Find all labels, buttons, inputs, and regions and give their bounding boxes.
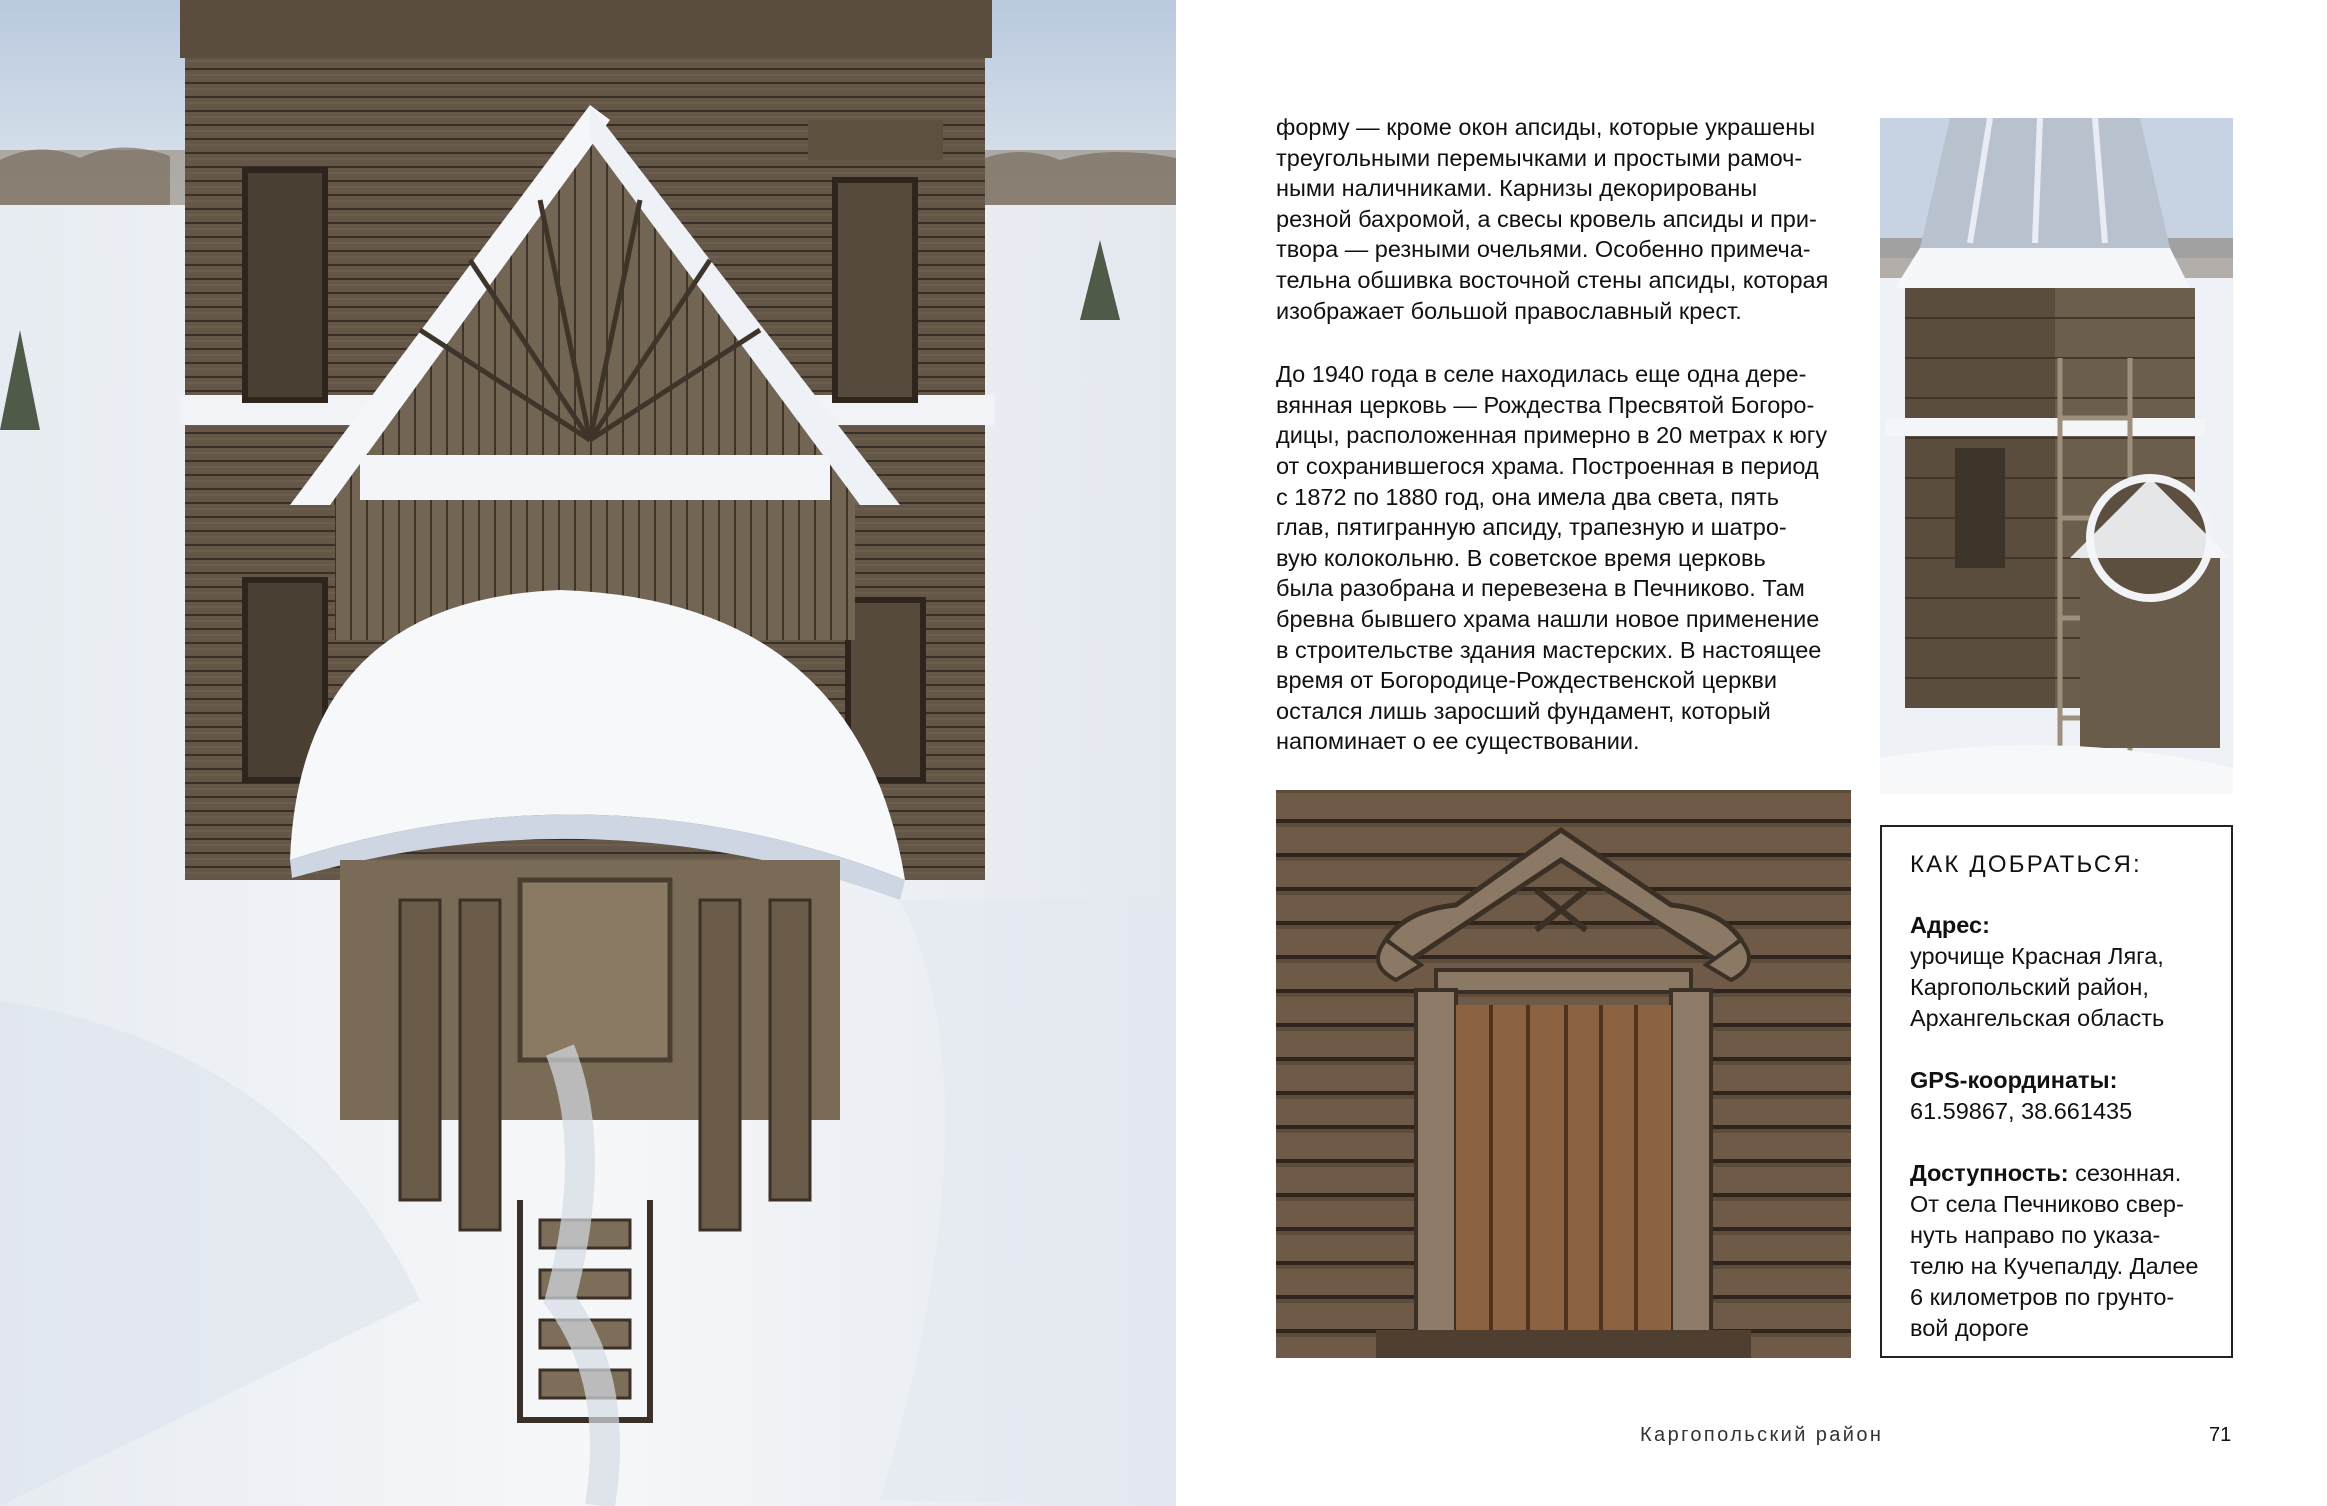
text-line: резной бахромой, а свесы кровель апсиды и при- — [1276, 205, 1817, 232]
text-line: изображает большой православный крест. — [1276, 297, 1742, 324]
text-line: была разобрана и перевезена в Печниково. Там — [1276, 575, 1805, 602]
address-block — [1910, 910, 2213, 1034]
access-line: телю на Кучепалду. Далее — [1910, 1253, 2199, 1279]
access-value: сезонная. — [2068, 1160, 2182, 1186]
carved-door-illustration — [1276, 790, 1851, 1358]
text-line: напоминает о ее существовании. — [1276, 728, 1640, 755]
address-label: Адрес: — [1910, 912, 1990, 938]
text-line: треугольными перемычками и простыми рамоч- — [1276, 144, 1803, 171]
text-line: время от Богородице-Рождественской церкви — [1276, 667, 1778, 694]
text-line: с 1872 по 1880 год, она имела два света, пять — [1276, 483, 1780, 510]
address-line: Каргопольский район, — [1910, 974, 2149, 1000]
running-footer-section: Каргопольский район — [1640, 1424, 1884, 1446]
address-line: урочище Красная Ляга, — [1910, 943, 2164, 969]
gps-value: 61.59867, 38.661435 — [1910, 1098, 2133, 1124]
access-line: 6 километров по грунто- — [1910, 1284, 2175, 1310]
access-block — [1910, 1158, 2213, 1344]
church-tower-photo — [1880, 118, 2233, 794]
paragraph-2 — [1276, 359, 1866, 757]
paragraph-1 — [1276, 112, 1866, 326]
church-door-photo — [1276, 790, 1851, 1358]
church-tower-illustration — [1880, 118, 2233, 794]
text-line: ными наличниками. Карнизы декорированы — [1276, 175, 1758, 202]
access-line: От села Печниково свер- — [1910, 1191, 2184, 1217]
text-line: твора — резными очельями. Особенно примеча- — [1276, 236, 1811, 263]
text-line: вянная церковь — Рождества Пресвятой Богоро- — [1276, 391, 1815, 418]
text-line: До 1940 года в селе находилась еще одна дере- — [1276, 361, 1807, 388]
text-line: тельна обшивка восточной стены апсиды, которая — [1276, 266, 1829, 293]
text-line: бревна бывшего храма нашли новое применение — [1276, 605, 1820, 632]
how-to-get-there-box — [1880, 825, 2233, 1358]
address-line: Архангельская область — [1910, 1005, 2165, 1031]
article-text — [1276, 112, 1866, 757]
text-line: глав, пятигранную апсиду, трапезную и шатро- — [1276, 514, 1787, 541]
page-number: 71 — [2209, 1424, 2232, 1446]
text-line: форму — кроме окон апсиды, которые украшены — [1276, 114, 1816, 140]
gps-block — [1910, 1065, 2213, 1127]
text-line: дицы, расположенная примерно в 20 метрах к югу — [1276, 422, 1828, 449]
text-line: вую колокольню. В советское время церковь — [1276, 544, 1766, 571]
text-line: остался лишь заросший фундамент, который — [1276, 697, 1771, 724]
access-line: нуть направо по указа- — [1910, 1222, 2161, 1248]
gps-label: GPS-координаты: — [1910, 1067, 2118, 1093]
access-label: Доступность: — [1910, 1160, 2069, 1186]
text-line: от сохранившегося храма. Построенная в период — [1276, 452, 1819, 479]
info-box-title: КАК ДОБРАТЬСЯ: — [1910, 851, 2142, 878]
access-line: вой дороге — [1910, 1315, 2029, 1341]
text-line: в строительстве здания мастерских. В настоящее — [1276, 636, 1822, 663]
